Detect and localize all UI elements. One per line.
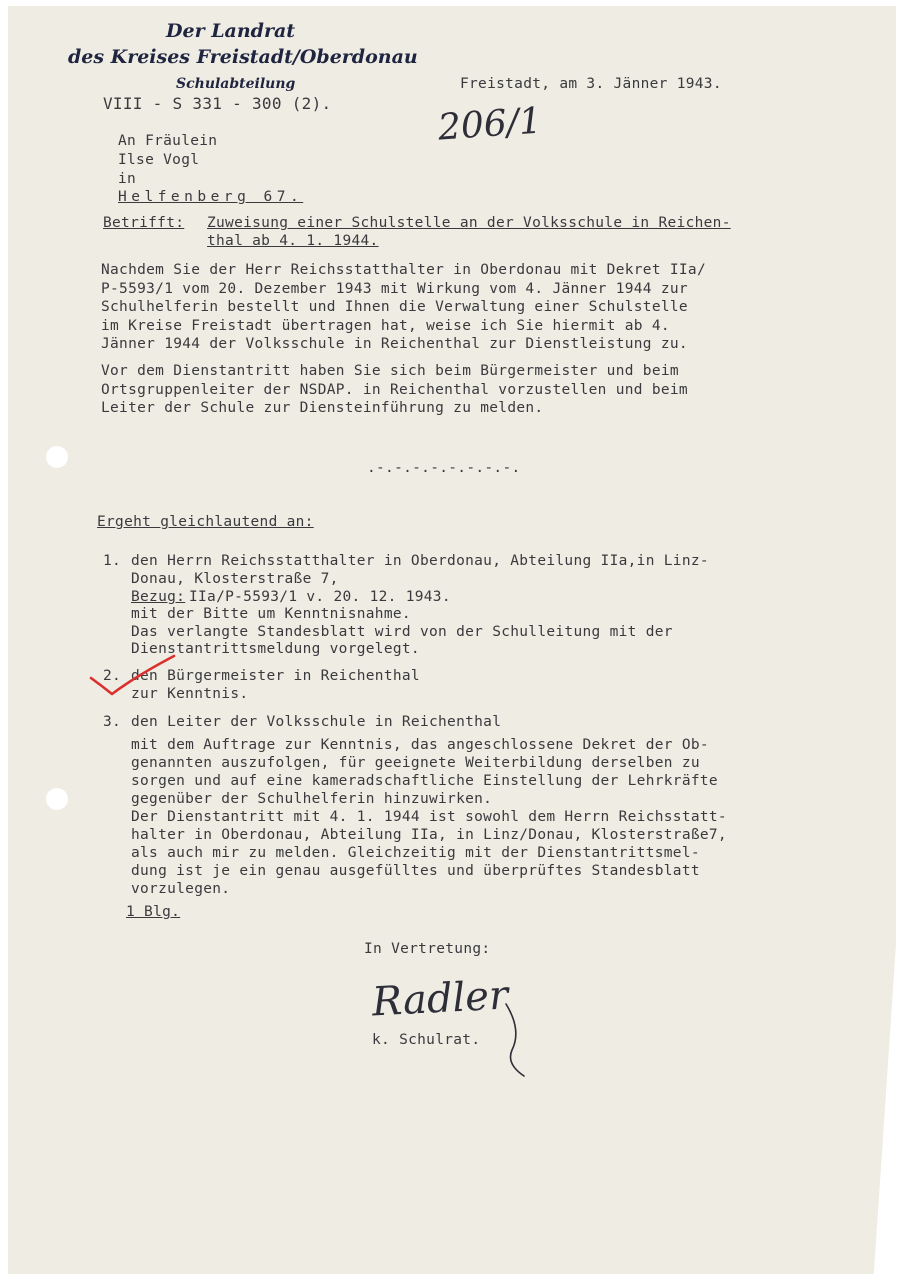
enclosure-note: 1 Blg.: [126, 904, 181, 920]
item-1-line: Das verlangte Standesblatt wird von der Schulleitung mit der: [131, 624, 673, 640]
subject-line-1: Zuweisung einer Schulstelle an der Volksschule in Reichen-: [207, 215, 731, 231]
item-3-line: vorzulegen.: [131, 881, 231, 897]
item-3-line: mit dem Auftrage zur Kenntnis, das angeschlossene Dekret der Ob-: [131, 737, 709, 753]
section-divider: .-.-.-.-.-.-.-.-.: [367, 460, 521, 476]
body-line: Leiter der Schule zur Diensteinführung zu melden.: [101, 400, 544, 416]
item-2-line: zur Kenntnis.: [131, 686, 249, 702]
body-line: im Kreise Freistadt übertragen hat, weise ich Sie hiermit ab 4.: [101, 318, 670, 334]
item-3-line: Der Dienstantritt mit 4. 1. 1944 ist sowohl dem Herrn Reichsstatt-: [131, 809, 727, 825]
item-3-line: genannten auszufolgen, für geeignete Weiterbildung derselben zu: [131, 755, 700, 771]
recipient-line-2: Ilse Vogl: [118, 152, 200, 168]
body-line: Jänner 1944 der Volksschule in Reichenthal zur Dienstleistung zu.: [101, 336, 688, 352]
item-1-line: Donau, Klosterstraße 7,: [131, 571, 339, 587]
body-line: Schulhelferin bestellt und Ihnen die Verwaltung einer Schulstelle: [101, 299, 688, 315]
signature-flourish: [498, 1000, 538, 1080]
punch-hole-top: [46, 446, 68, 468]
reference-number: VIII - S 331 - 300 (2).: [103, 94, 332, 113]
handwritten-signature: Radler: [370, 972, 510, 1026]
subject-label: Betrifft:: [103, 215, 185, 231]
item-3-line: gegenüber der Schulhelferin hinzuwirken.: [131, 791, 493, 807]
letterhead-line-2: des Kreises Freistadt/Oberdonau: [68, 46, 418, 68]
body-line: Nachdem Sie der Herr Reichsstatthalter in Oberdonau mit Dekret IIa/: [101, 262, 706, 278]
item-1-bezug-label: Bezug:: [131, 589, 186, 605]
item-number: 1.: [103, 553, 122, 569]
signatory-title: k. Schulrat.: [372, 1032, 481, 1048]
item-1-line: mit der Bitte um Kenntnisnahme.: [131, 606, 411, 622]
item-3-line: dung ist je ein genau ausgefülltes und überprüftes Standesblatt: [131, 863, 700, 879]
place-date: Freistadt, am 3. Jänner 1943.: [460, 76, 722, 92]
item-number: 3.: [103, 714, 122, 730]
red-check-mark: [88, 656, 178, 696]
subject-line-2: thal ab 4. 1. 1944.: [207, 233, 379, 249]
item-1-line: Dienstantrittsmeldung vorgelegt.: [131, 641, 420, 657]
body-line: Vor dem Dienstantritt haben Sie sich beim Bürgermeister und beim: [101, 363, 679, 379]
item-1-bezug-ref: IIa/P-5593/1 v. 20. 12. 1943.: [189, 589, 451, 605]
item-3-line: als auch mir zu melden. Gleichzeitig mit der Dienstantrittsmel-: [131, 845, 700, 861]
body-line: P-5593/1 vom 20. Dezember 1943 mit Wirkung vom 4. Jänner 1944 zur: [101, 281, 688, 297]
item-3-line: sorgen und auf eine kameradschaftliche Einstellung der Lehrkräfte: [131, 773, 718, 789]
item-1-line: den Herrn Reichsstatthalter in Oberdonau, Abteilung IIa,in Linz-: [131, 553, 709, 569]
recipient-line-4: Helfenberg 67.: [118, 189, 304, 205]
body-line: Ortsgruppenleiter der NSDAP. in Reichenthal vorzustellen und beim: [101, 382, 688, 398]
item-2-line: den Bürgermeister in Reichenthal: [131, 668, 420, 684]
letterhead-line-3: Schulabteilung: [176, 76, 296, 92]
item-3-line: den Leiter der Volksschule in Reichenthal: [131, 714, 502, 730]
item-3-line: halter in Oberdonau, Abteilung IIa, in Linz/Donau, Klosterstraße7,: [131, 827, 727, 843]
handwritten-file-number: 206/1: [436, 100, 544, 149]
copies-heading: Ergeht gleichlautend an:: [97, 514, 314, 530]
recipient-line-1: An Fräulein: [118, 133, 218, 149]
item-number: 2.: [103, 668, 122, 684]
punch-hole-bottom: [46, 788, 68, 810]
recipient-line-3: in: [118, 171, 137, 187]
closing-phrase: In Vertretung:: [364, 941, 491, 957]
letterhead-line-1: Der Landrat: [166, 20, 296, 42]
